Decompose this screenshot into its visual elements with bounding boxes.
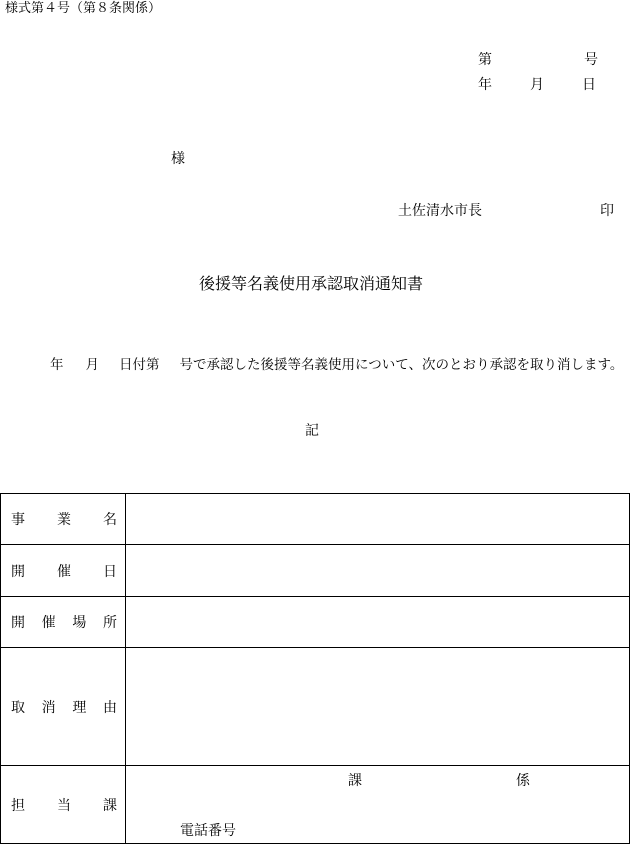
table-row-event-date xyxy=(1,545,630,597)
body-year: 年 xyxy=(50,357,64,373)
number-suffix: 号 xyxy=(584,52,598,68)
date-year: 年 xyxy=(478,77,492,93)
document-date xyxy=(478,76,596,94)
date-day: 日 xyxy=(582,77,596,93)
label-department: 担 当 課 xyxy=(1,766,126,844)
document-title: 後援等名義使用承認取消通知書 xyxy=(198,274,423,293)
label-business-name: 事 業 名 xyxy=(1,494,126,545)
ki-marker: 記 xyxy=(305,423,319,439)
table-row-venue xyxy=(1,597,630,648)
table-row-business-name xyxy=(1,494,630,545)
value-business-name[interactable] xyxy=(126,494,630,545)
body-text xyxy=(50,356,623,374)
body-month: 月 xyxy=(85,357,99,373)
ka-label: 課 xyxy=(348,773,362,789)
value-venue[interactable] xyxy=(126,597,630,648)
table-row-department xyxy=(1,766,630,844)
issuer: 土佐清水市長 xyxy=(398,203,482,219)
addressee: 様 xyxy=(171,151,185,167)
details-table xyxy=(0,493,630,844)
body-sentence: 号で承認した後援等名義使用について、次のとおり承認を取り消します。 xyxy=(179,357,624,373)
phone-label: 電話番号 xyxy=(180,823,236,839)
form-id: 様式第４号（第８条関係） xyxy=(5,1,162,16)
value-cancel-reason[interactable] xyxy=(126,648,630,766)
table-row-cancel-reason xyxy=(1,648,630,766)
value-department[interactable] xyxy=(126,766,630,844)
label-event-date: 開 催 日 xyxy=(1,545,126,597)
label-venue: 開 催 場 所 xyxy=(1,597,126,648)
body-day-ref: 日付第 xyxy=(119,357,160,373)
seal-mark: 印 xyxy=(600,203,614,219)
number-prefix: 第 xyxy=(478,52,492,68)
date-month: 月 xyxy=(530,77,544,93)
value-event-date[interactable] xyxy=(126,545,630,597)
document-number xyxy=(478,51,598,69)
label-cancel-reason: 取 消 理 由 xyxy=(1,648,126,766)
kakari-label: 係 xyxy=(516,773,530,789)
